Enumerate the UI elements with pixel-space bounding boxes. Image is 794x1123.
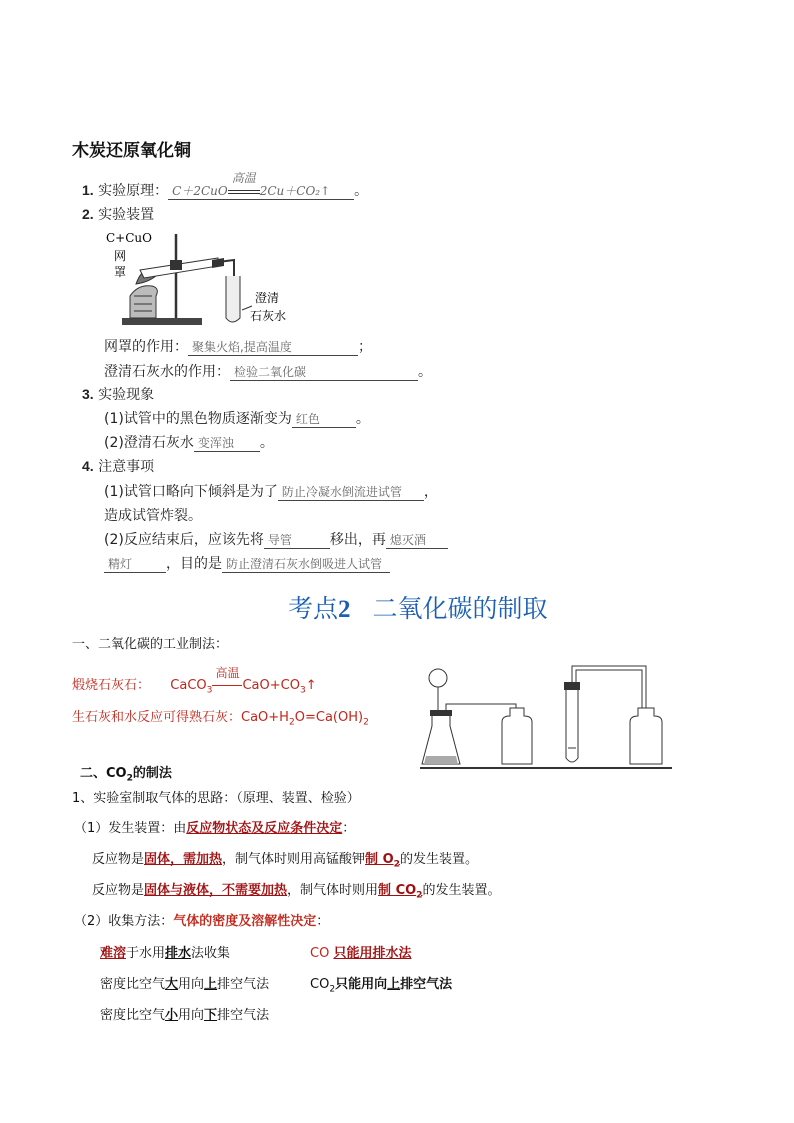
collection-co-rule: CO 只能用排水法 [310,946,412,961]
generator-case-1: 反应物是固体，需加热，制气体时则用高锰酸钾制 $O_2$的发生装置。 [92,852,478,870]
net-role-answer: 聚集火焰,提高温度 [188,340,358,356]
item-number: 1. [82,182,94,198]
collection-downward: 密度比空气小用向下排空气法 [100,1008,270,1023]
svg-text:网: 网 [114,249,127,263]
phenomenon-1: (1)试管中的黑色物质逐渐变为 红色 。 [104,411,370,427]
item-principle: 1. 实验原理： C＋2CuO 高温 2Cu＋CO₂↑ 。 [82,171,369,199]
collection-heading: （2）收集方法：气体的密度及溶解性决定： [74,914,330,929]
note-2-continued: 精灯 ，目的是 防止澄清石灰水倒吸进人试管 [104,553,390,573]
item-apparatus: 2. 实验装置 [82,206,155,223]
svg-text:澄清: 澄清 [255,291,280,305]
industrial-heading: 一、二氧化碳的工业制法： [72,637,229,652]
co2-generation-apparatus [418,660,674,772]
note-1-continued: 造成试管炸裂。 [104,508,202,524]
phenomenon-2: (2)澄清石灰水 变浑浊 。 [104,435,274,451]
section-title: 木炭还原氧化铜 [72,141,191,161]
reagent-label: C+CuO [106,231,152,245]
lab-idea: 1、实验室制取气体的思路：（原理、装置、检验） [72,791,360,806]
lime-role-answer: 检验二氧化碳 [230,365,418,381]
item-phenomena: 3. 实验现象 [82,386,155,403]
slaked-lime-line: 生石灰和水反应可得熟石灰：$CaO+H_2O=Ca(OH)_2$ [72,710,369,728]
high-temp-condition: 高温 [228,184,260,199]
note-2: (2)反应结束后，应该先将 导管 移出，再 熄灭酒 [104,529,448,549]
collection-insoluble: 难溶于水用排水法收集 [100,946,231,961]
item-notes: 4. 注意事项 [82,458,155,475]
high-temp-condition: 高温 [212,678,242,693]
equation-blank: C＋2CuO 高温 2Cu＋CO₂↑ [168,184,354,200]
net-role: 网罩的作用： 聚集火焰,提高温度 ； [104,339,372,355]
collection-co2-rule: $CO_2$只能用向上排空气法 [310,977,453,995]
lime-role: 澄清石灰水的作用： 检验二氧化碳 。 [104,364,432,380]
collection-upward: 密度比空气大用向上排空气法 [100,977,270,992]
section-2-title: 考点2 二氧化碳的制取 [288,594,548,623]
note-1: (1)试管口略向下倾斜是为了 防止冷凝水倒流进试管 ， [104,484,438,500]
svg-text:罩: 罩 [114,265,127,279]
calcine-line: 煅烧石灰石： CaCO$_3$ 高温 $CaO+CO_3↑$ [72,666,317,696]
lab-heading: 二、$CO_2$的制法 [80,766,172,784]
item-label: 实验原理： [98,183,169,199]
charcoal-reduction-apparatus [100,226,310,336]
svg-text:石灰水: 石灰水 [250,309,287,323]
generator-heading: （1）发生装置：由反应物状态及反应条件决定： [74,821,356,836]
generator-case-2: 反应物是固体与液体，不需要加热，制气体时则用制 $CO_2$的发生装置。 [92,883,501,901]
